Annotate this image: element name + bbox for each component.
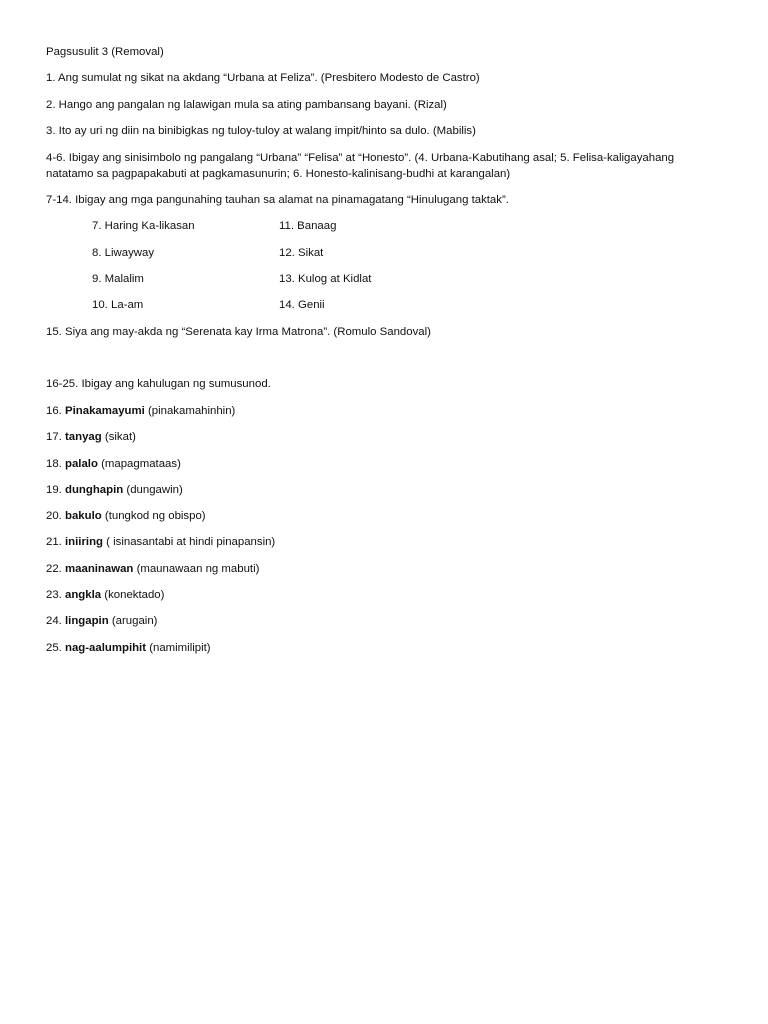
vocab-term: bakulo [65,510,102,522]
vocab-item [46,456,181,472]
vocab-number: 23. [46,589,62,601]
vocab-term: Pinakamayumi [65,405,145,417]
vocab-term: dunghapin [65,484,124,496]
vocab-term: lingapin [65,615,109,627]
vocab-item [46,613,157,629]
character-item: 14. Genii [279,299,325,311]
question-1: 1. Ang sumulat ng sikat na akdang “Urbana at Feliza”. (Presbitero Modesto de Castro) [46,72,480,84]
vocab-term: tanyag [65,431,102,443]
question-3: 3. Ito ay uri ng diin na binibigkas ng tuloy-tuloy at walang impit/hinto sa dulo. (Mabilis) [46,125,476,137]
question-2: 2. Hango ang pangalan ng lalawigan mula sa ating pambansang bayani. (Rizal) [46,99,447,111]
vocab-meaning: (namimilipit) [149,642,211,654]
question-4-6-line-1: 4-6. Ibigay ang sinisimbolo ng pangalang “Urbana” “Felisa” at “Honesto”. (4. Urbana-Kabutihang asal; 5. Felisa-kaligayahang [46,152,675,164]
vocab-number: 17. [46,431,62,443]
vocab-meaning: (konektado) [104,589,165,601]
vocab-meaning: (mapagmataas) [101,458,181,470]
character-item: 12. Sikat [279,247,324,259]
question-7-14: 7-14. Ibigay ang mga pangunahing tauhan sa alamat na pinamagatang “Hinulugang taktak”. [46,194,509,206]
vocab-item [46,561,259,577]
vocab-number: 22. [46,563,62,575]
vocab-meaning: (tungkod ng obispo) [104,510,206,522]
vocab-number: 20. [46,510,62,522]
question-15: 15. Siya ang may-akda ng “Serenata kay Irma Matrona”. (Romulo Sandoval) [46,326,431,338]
vocab-item [46,508,206,524]
character-item: 9. Malalim [92,273,144,285]
vocab-number: 18. [46,458,62,470]
character-item: 10. La-am [92,299,144,311]
vocab-term: iniiring [65,536,103,548]
vocab-item [46,640,211,656]
vocab-item [46,587,164,603]
vocab-number: 21. [46,536,62,548]
vocab-item [46,429,136,445]
character-item: 8. Liwayway [92,247,155,259]
vocab-number: 24. [46,615,62,627]
vocab-meaning: (pinakamahinhin) [147,405,236,417]
character-item: 11. Banaag [279,220,337,232]
vocab-number: 16. [46,405,62,417]
vocab-meaning: (maunawaan ng mabuti) [136,563,260,575]
character-item: 7. Haring Ka-likasan [92,220,195,232]
question-16-25: 16-25. Ibigay ang kahulugan ng sumusunod. [46,378,271,390]
vocab-item [46,534,275,550]
quiz-heading: Pagsusulit 3 (Removal) [46,46,164,58]
vocab-term: nag-aalumpihit [65,642,147,654]
character-item: 13. Kulog at Kidlat [279,273,372,285]
vocab-term: palalo [65,458,98,470]
vocab-meaning: (sikat) [104,431,136,443]
question-4-6-line-2: natatamo sa pagpapakabuti at pagkamasunurin; 6. Honesto-kalinisang-budhi at karangalan) [46,168,511,180]
vocab-meaning: (dungawin) [126,484,183,496]
vocab-meaning: ( isinasantabi at hindi pinapansin) [106,536,276,548]
vocab-item [46,482,183,498]
vocab-item [46,403,235,419]
vocab-meaning: (arugain) [111,615,158,627]
vocab-number: 19. [46,484,62,496]
vocab-term: angkla [65,589,102,601]
vocab-number: 25. [46,642,62,654]
vocab-term: maaninawan [65,563,134,575]
